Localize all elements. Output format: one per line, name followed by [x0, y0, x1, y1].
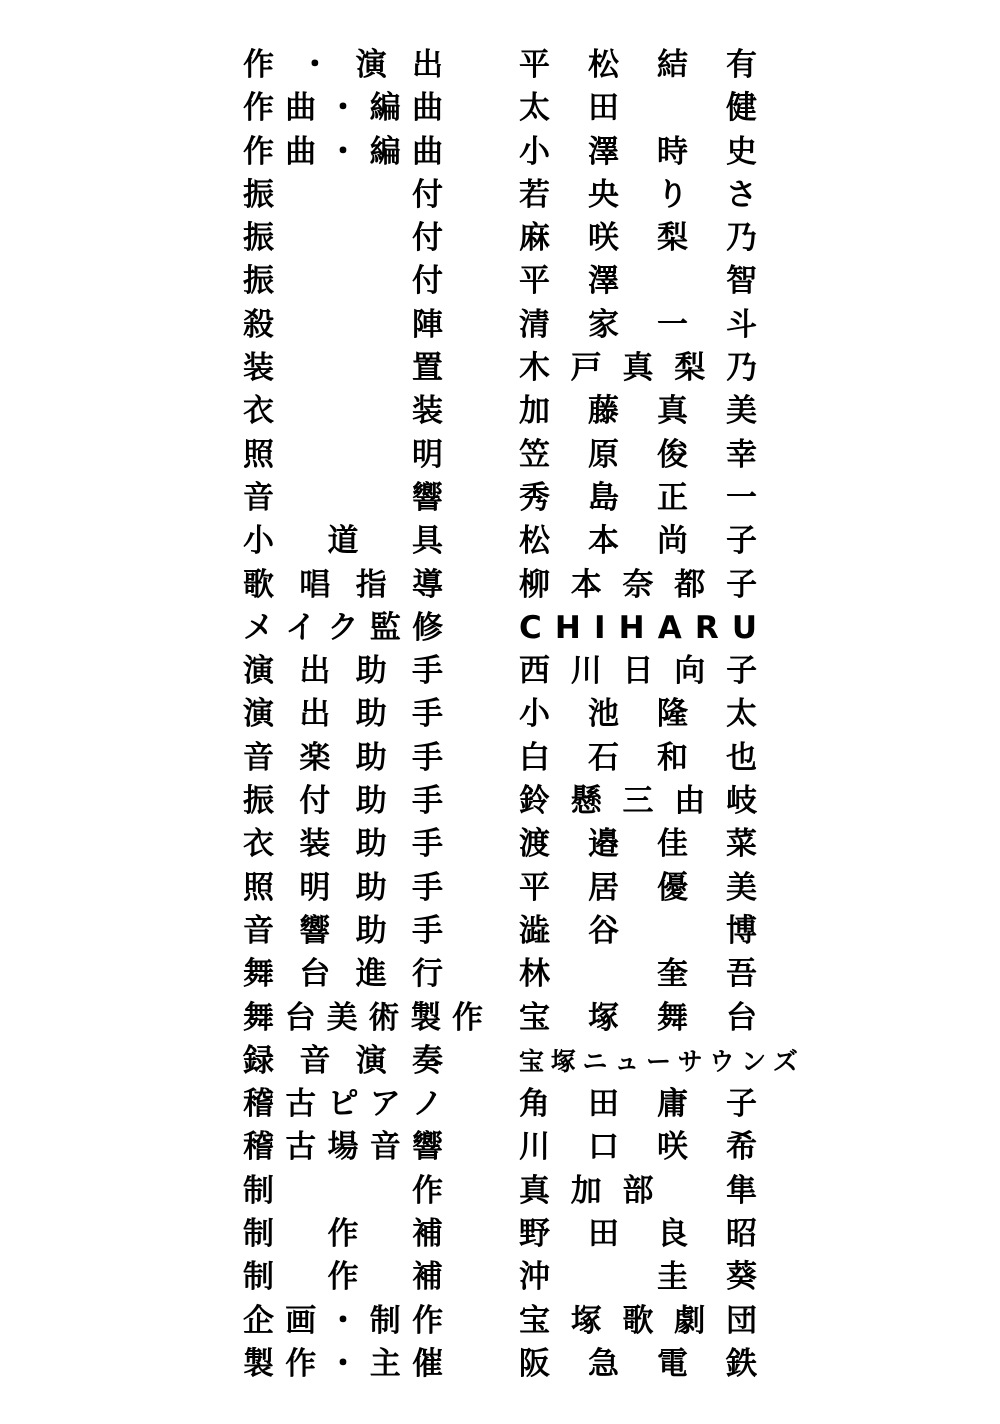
credit-row [0, 1040, 1000, 1083]
credit-role: 振 付 [243, 220, 444, 257]
credit-name: 沖 圭 葵 [519, 1259, 758, 1296]
credit-role: メ イ ク 監 修 [243, 609, 444, 646]
credit-role: 制 作 補 [243, 1259, 444, 1296]
credit-name: 西 川 日 向 子 [519, 653, 758, 690]
credit-role: 衣 装 [243, 393, 444, 430]
credit-name: C H I H A R U [519, 609, 758, 646]
credit-row [0, 260, 1000, 303]
credit-row [0, 1213, 1000, 1256]
credit-name: 加 藤 真 美 [519, 393, 758, 430]
credit-name: 木 戸 真 梨 乃 [519, 350, 758, 387]
credit-role: 稽 古 場 音 響 [243, 1129, 444, 1166]
credit-row [0, 1083, 1000, 1126]
credit-role: 作 曲 ・ 編 曲 [243, 133, 444, 170]
credit-name: 林 奎 吾 [519, 956, 758, 993]
credit-name: 小 池 隆 太 [519, 696, 758, 733]
credit-row [0, 434, 1000, 477]
credit-role: 制 作 [243, 1172, 444, 1209]
credit-role: 録 音 演 奏 [243, 1042, 444, 1079]
credit-row [0, 650, 1000, 693]
credit-name: 笠 原 俊 幸 [519, 436, 758, 473]
credit-row [0, 44, 1000, 87]
credit-name: 澁 谷 博 [519, 912, 758, 949]
credit-row [0, 1343, 1000, 1386]
credit-name: 太 田 健 [519, 90, 758, 127]
credit-name: 角 田 庸 子 [519, 1086, 758, 1123]
credit-row [0, 217, 1000, 260]
credit-row [0, 823, 1000, 866]
credit-name: 麻 咲 梨 乃 [519, 220, 758, 257]
credit-role: 演 出 助 手 [243, 653, 444, 690]
credit-name: 若 央 り さ [519, 176, 758, 213]
credit-name: 川 口 咲 希 [519, 1129, 758, 1166]
credit-row [0, 1300, 1000, 1343]
credit-row [0, 87, 1000, 130]
credit-row [0, 1170, 1000, 1213]
credit-name: 鈴 懸 三 由 岐 [519, 783, 758, 820]
credit-role: 殺 陣 [243, 306, 444, 343]
credit-role: 振 付 [243, 176, 444, 213]
credit-row [0, 997, 1000, 1040]
credit-row [0, 1256, 1000, 1299]
credit-name: 秀 島 正 一 [519, 479, 758, 516]
credit-role: 製 作 ・ 主 催 [243, 1345, 444, 1382]
credit-name: 野 田 良 昭 [519, 1216, 758, 1253]
credit-role: 照 明 助 手 [243, 869, 444, 906]
credit-row [0, 780, 1000, 823]
credit-role: 舞 台 進 行 [243, 956, 444, 993]
credit-row [0, 564, 1000, 607]
credit-row [0, 477, 1000, 520]
credit-role: 演 出 助 手 [243, 696, 444, 733]
credit-role: 舞 台 美 術 製 作 [243, 999, 483, 1036]
credits-list [0, 44, 1000, 1386]
credit-role: 企 画 ・ 制 作 [243, 1302, 444, 1339]
credit-row [0, 867, 1000, 910]
credit-name: 柳 本 奈 都 子 [519, 566, 758, 603]
credit-role: 制 作 補 [243, 1216, 444, 1253]
credit-role: 振 付 助 手 [243, 783, 444, 820]
credit-name: 真 加 部 隼 [519, 1172, 758, 1209]
credit-role: 作 ・ 演 出 [243, 47, 444, 83]
credit-name: 平 居 優 美 [519, 869, 758, 906]
credit-role: 音 楽 助 手 [243, 739, 444, 776]
credit-role: 音 響 助 手 [243, 912, 444, 949]
credit-row [0, 347, 1000, 390]
credit-role: 振 付 [243, 263, 444, 300]
credit-role: 小 道 具 [243, 523, 444, 560]
credit-role: 稽 古 ピ ア ノ [243, 1086, 444, 1123]
credit-name: 平 松 結 有 [519, 47, 758, 83]
credit-name: 小 澤 時 史 [519, 133, 758, 170]
credit-role: 音 響 [243, 479, 444, 516]
credit-row [0, 607, 1000, 650]
credit-name: 宝 塚 舞 台 [519, 999, 758, 1036]
credit-row [0, 304, 1000, 347]
credit-name: 清 家 一 斗 [519, 306, 758, 343]
credit-row [0, 693, 1000, 736]
credit-row [0, 737, 1000, 780]
credit-role: 装 置 [243, 350, 444, 387]
credit-name: 宝 塚 ニ ュ ー サ ウ ン ズ [519, 1046, 797, 1076]
credit-name: 阪 急 電 鉄 [519, 1345, 758, 1382]
credit-name: 平 澤 智 [519, 263, 758, 300]
credit-role: 歌 唱 指 導 [243, 566, 444, 603]
credit-row [0, 520, 1000, 563]
credit-row [0, 1126, 1000, 1169]
credit-row [0, 390, 1000, 433]
credit-role: 衣 装 助 手 [243, 826, 444, 863]
credit-name: 松 本 尚 子 [519, 523, 758, 560]
credit-row [0, 174, 1000, 217]
credit-row [0, 953, 1000, 996]
credit-row [0, 910, 1000, 953]
credit-name: 白 石 和 也 [519, 739, 758, 776]
credit-role: 作 曲 ・ 編 曲 [243, 90, 444, 127]
credit-role: 照 明 [243, 436, 444, 473]
credit-name: 宝 塚 歌 劇 団 [519, 1302, 758, 1339]
credit-row [0, 131, 1000, 174]
credit-name: 渡 邉 佳 菜 [519, 826, 758, 863]
